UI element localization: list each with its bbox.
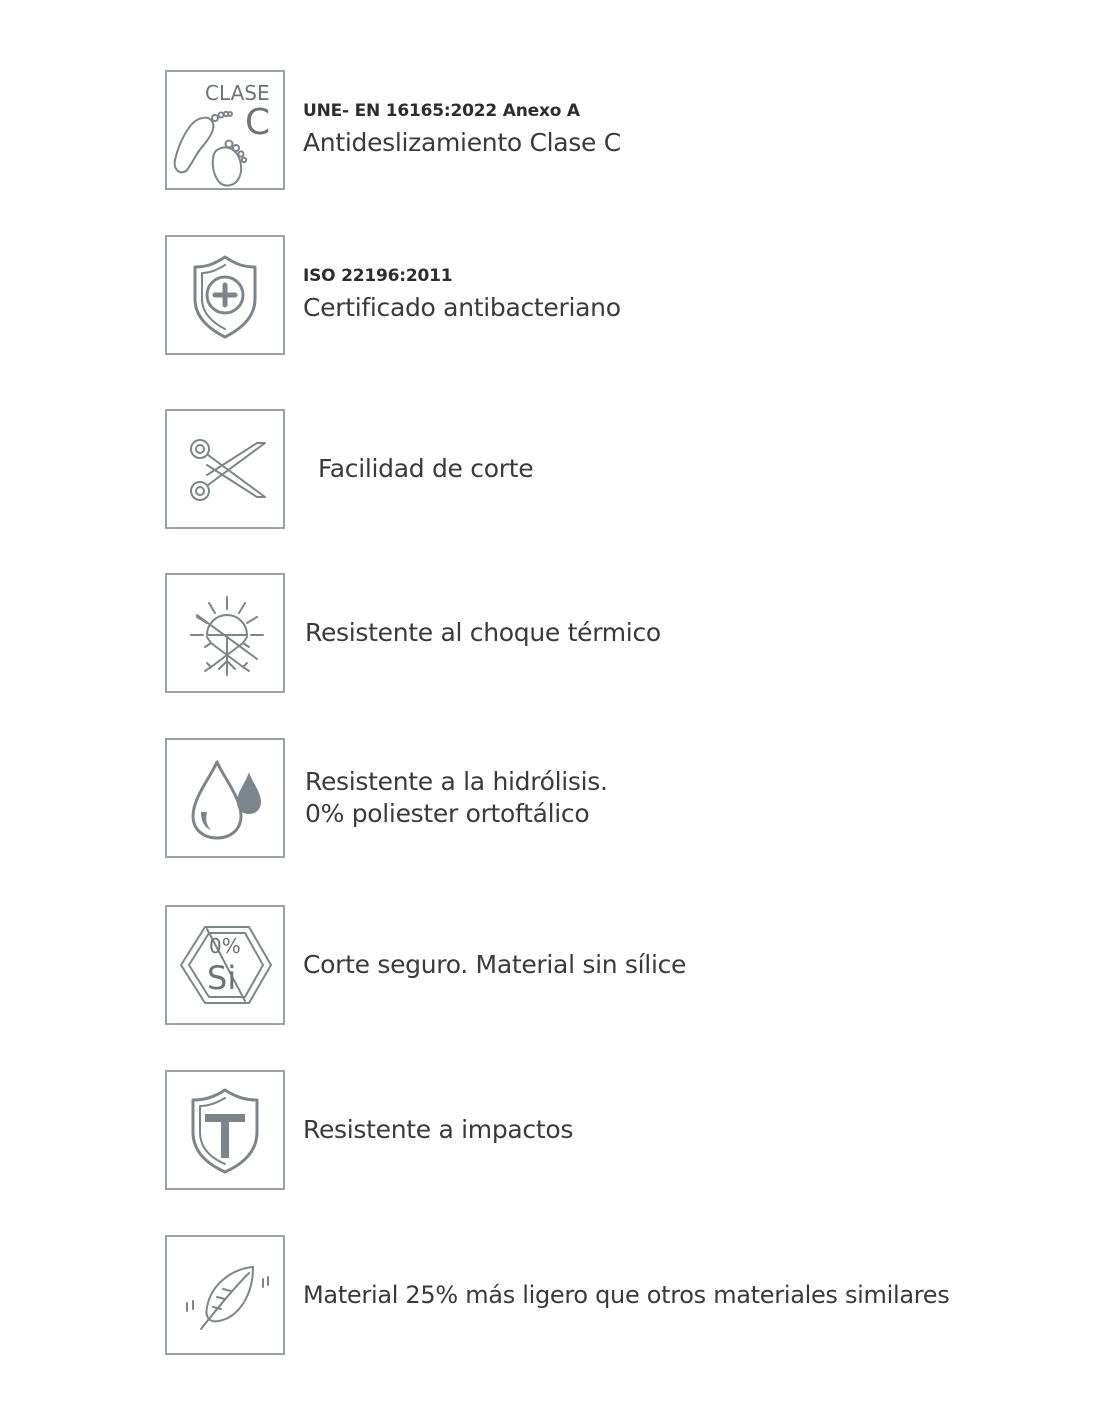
feature-label: Facilidad de corte bbox=[318, 454, 534, 483]
feature-antibacterial-text bbox=[303, 235, 1063, 355]
feature-label-line2: 0% poliester ortoftálico bbox=[305, 799, 590, 828]
feature-anti-slip bbox=[165, 70, 1065, 190]
feature-label: Certificado antibacteriano bbox=[303, 293, 621, 322]
icon-text-c: C bbox=[245, 102, 271, 143]
feature-easy-cut-text bbox=[318, 409, 1078, 529]
feature-no-silica-text bbox=[303, 905, 1063, 1025]
sun-snowflake-icon bbox=[165, 573, 285, 693]
feature-lightweight-text bbox=[303, 1235, 1063, 1355]
feature-label: Resistente a impactos bbox=[303, 1115, 574, 1144]
impact-shield-icon bbox=[165, 1070, 285, 1190]
feature-impact-resistant-text bbox=[303, 1070, 1063, 1190]
feature-thermal-shock bbox=[165, 573, 1065, 693]
anti-slip-feet-icon bbox=[165, 70, 285, 190]
feature-thermal-shock-text bbox=[305, 573, 1065, 693]
icon-text-si: Si bbox=[207, 959, 237, 997]
no-silica-icon bbox=[165, 905, 285, 1025]
icon-text-zero-percent: 0% bbox=[209, 934, 241, 958]
feature-hydrolysis-text bbox=[305, 738, 1065, 858]
feature-label: Corte seguro. Material sin sílice bbox=[303, 950, 687, 979]
standard-reference: UNE- EN 16165:2022 Anexo A bbox=[303, 101, 580, 121]
feature-label: Resistente al choque térmico bbox=[305, 618, 661, 647]
icon-text-clase: CLASE bbox=[205, 81, 270, 105]
feature-anti-slip-text bbox=[303, 70, 1063, 190]
feature-lightweight bbox=[165, 1235, 1065, 1355]
feather-icon bbox=[165, 1235, 285, 1355]
feature-label: Antideslizamiento Clase C bbox=[303, 128, 621, 157]
standard-reference: ISO 22196:2011 bbox=[303, 266, 453, 286]
feature-easy-cut bbox=[165, 409, 1065, 529]
feature-label: Resistente a la hidrólisis. bbox=[305, 767, 608, 796]
antibacterial-shield-icon bbox=[165, 235, 285, 355]
feature-hydrolysis bbox=[165, 738, 1065, 858]
feature-impact-resistant bbox=[165, 1070, 1065, 1190]
scissors-icon bbox=[165, 409, 285, 529]
feature-label: Material 25% más ligero que otros materiales similares bbox=[303, 1281, 950, 1309]
feature-no-silica bbox=[165, 905, 1065, 1025]
feature-antibacterial bbox=[165, 235, 1065, 355]
water-drops-icon bbox=[165, 738, 285, 858]
